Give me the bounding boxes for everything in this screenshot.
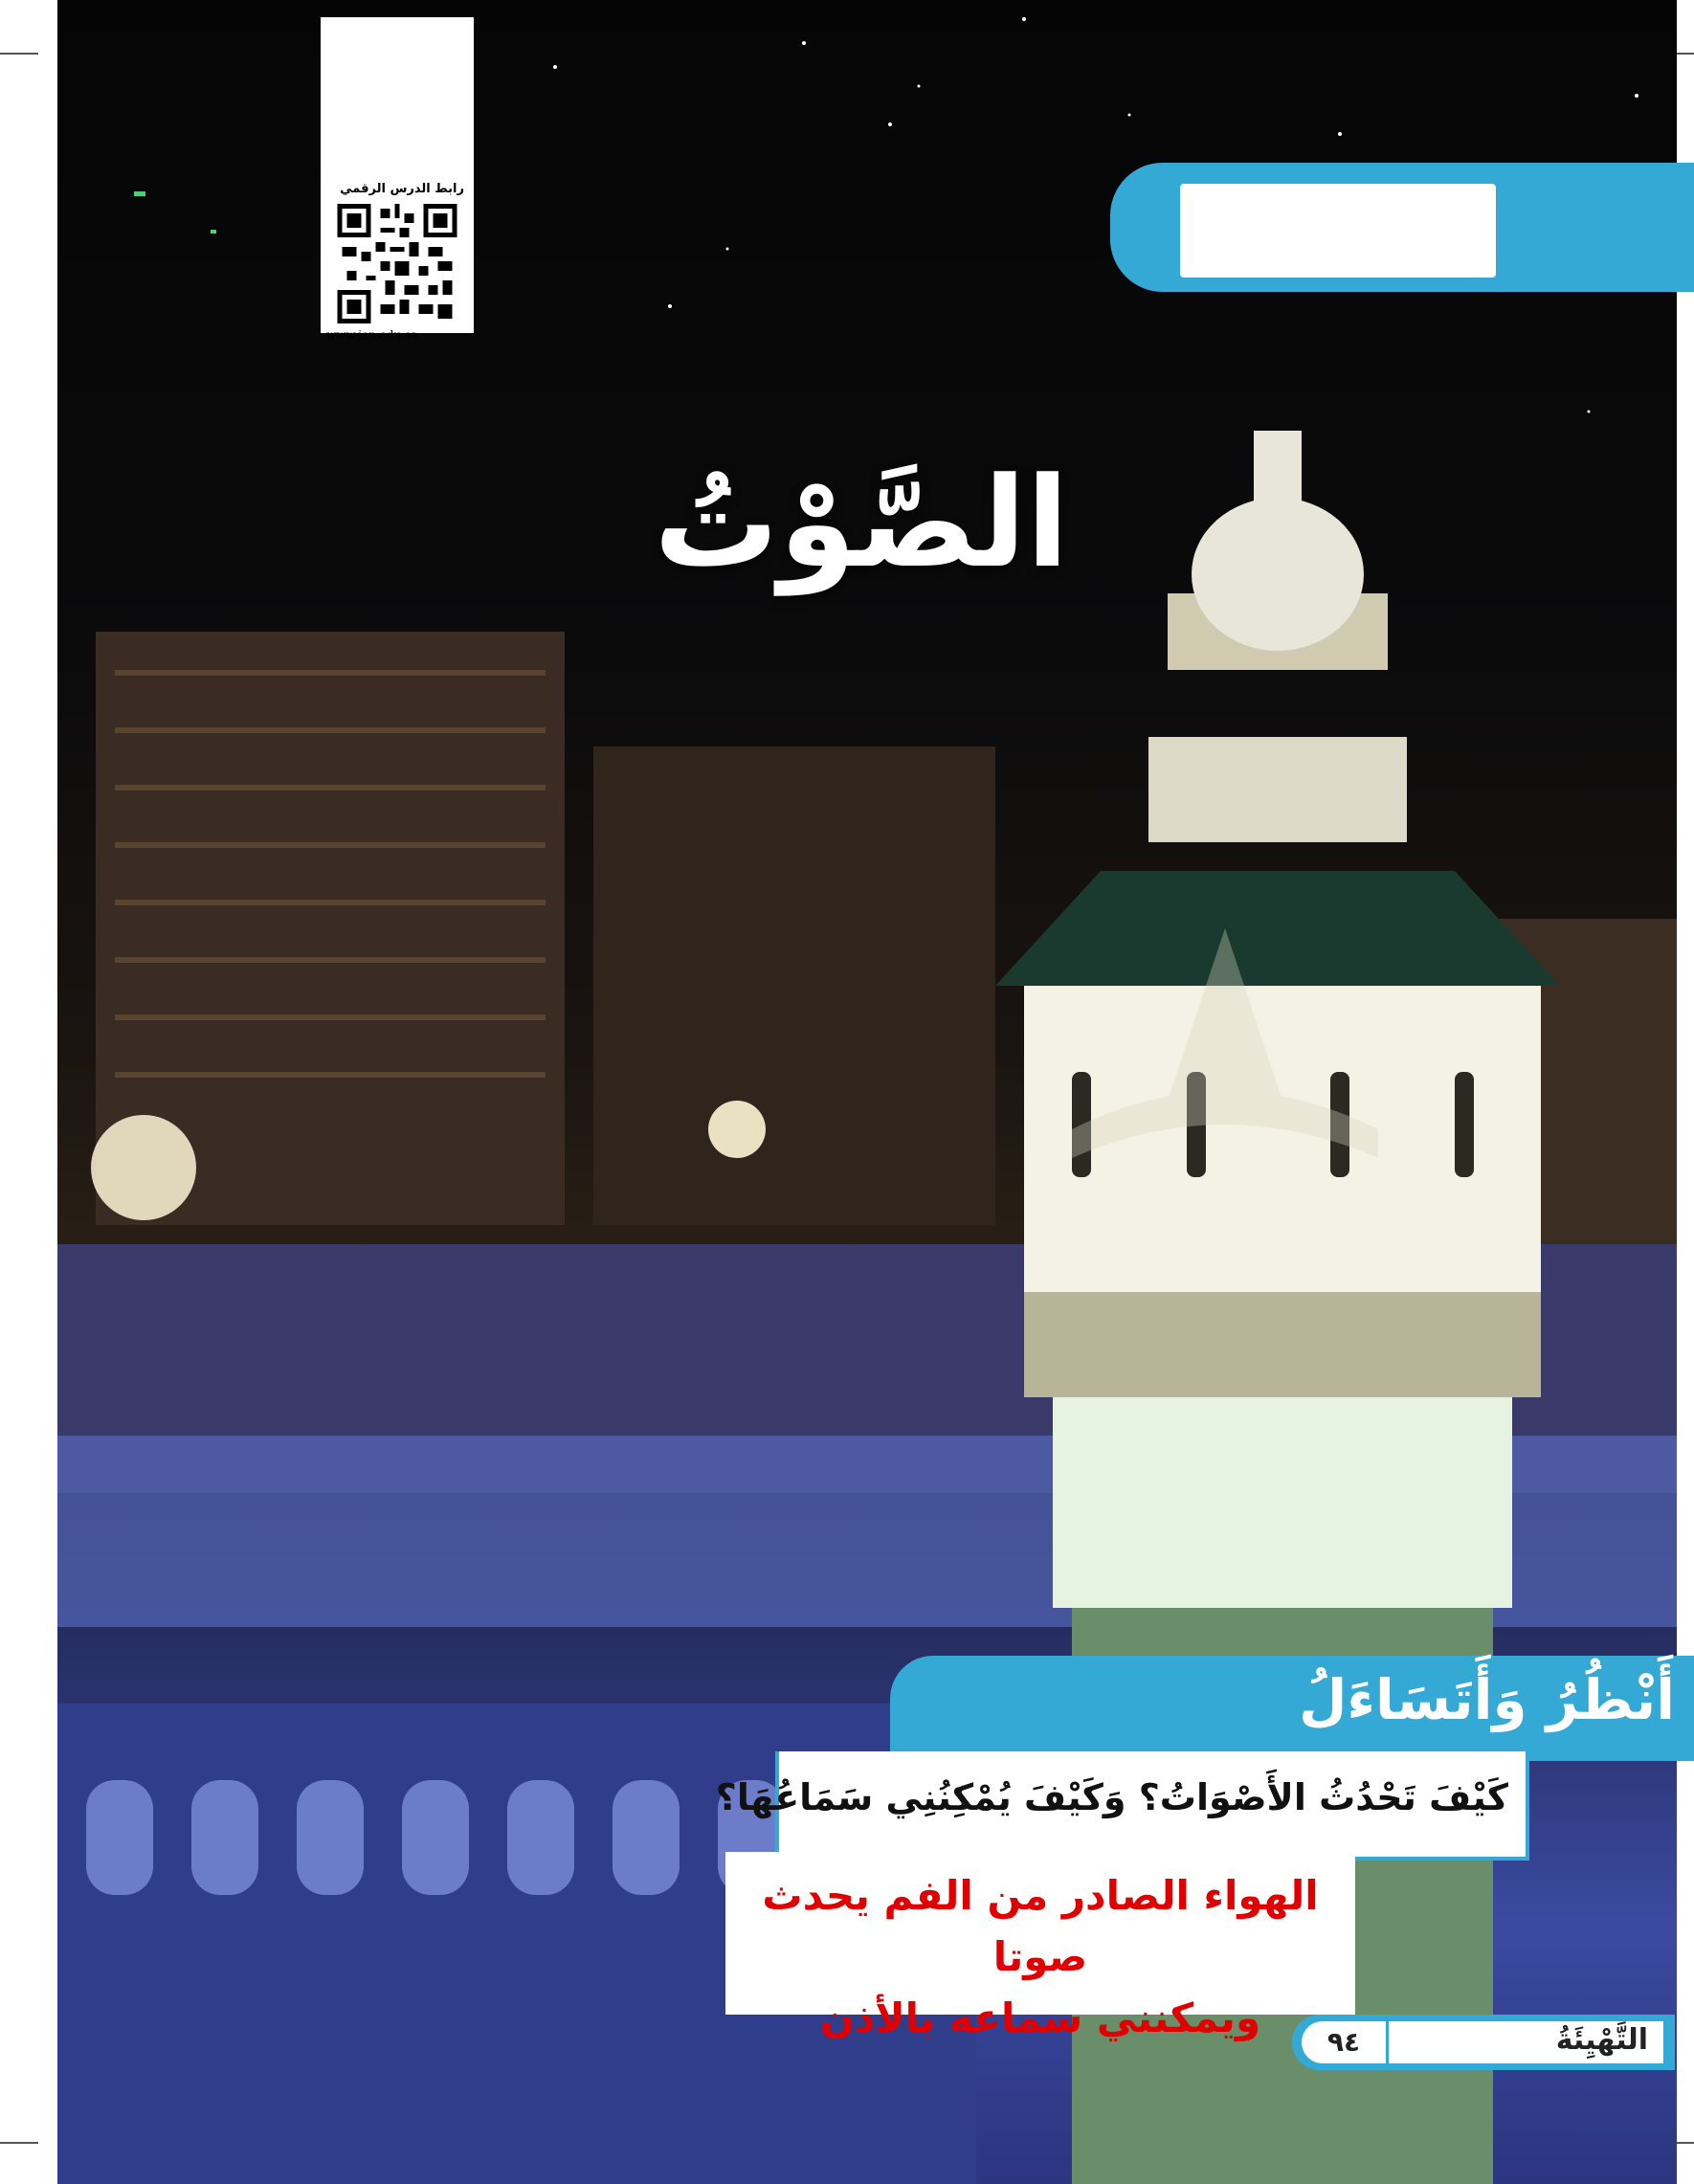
lesson-title: الصَّوْتُ xyxy=(654,450,1069,595)
qr-code-icon[interactable] xyxy=(334,204,460,323)
trim-mark xyxy=(0,53,38,55)
unit-tab-label-box xyxy=(1180,184,1496,278)
student-answer xyxy=(725,1865,1355,2049)
trim-mark xyxy=(0,2142,38,2144)
qr-url[interactable]: www.ien.edu.sa xyxy=(326,328,418,342)
answer-line-2: ويمكنني سماعه بالأذن xyxy=(819,1995,1261,2041)
look-and-wonder-header xyxy=(890,1656,1694,1761)
watermark-logo xyxy=(1053,909,1397,1235)
digital-lesson-card[interactable] xyxy=(321,17,474,342)
student-answer-box xyxy=(725,1852,1355,2041)
answer-line-1: الهواء الصادر من الفم يحدث صوتا xyxy=(762,1872,1319,1980)
look-and-wonder-question: كَيْفَ تَحْدُثُ الأَصْوَاتُ؟ وَكَيْفَ يُمْكِنُنِي سَمَاعُهَا؟ xyxy=(715,1776,1508,1818)
qr-label: رابط الدرس الرقمي xyxy=(340,182,464,196)
page-number: ٩٤ xyxy=(1302,2021,1389,2063)
look-and-wonder-title: أَنْظُرُ وَأَتَسَاءَلُ xyxy=(1299,1667,1675,1732)
section-label: التَّهْيِئَةُ xyxy=(1555,2023,1648,2057)
look-and-wonder-body xyxy=(715,1751,1529,1861)
